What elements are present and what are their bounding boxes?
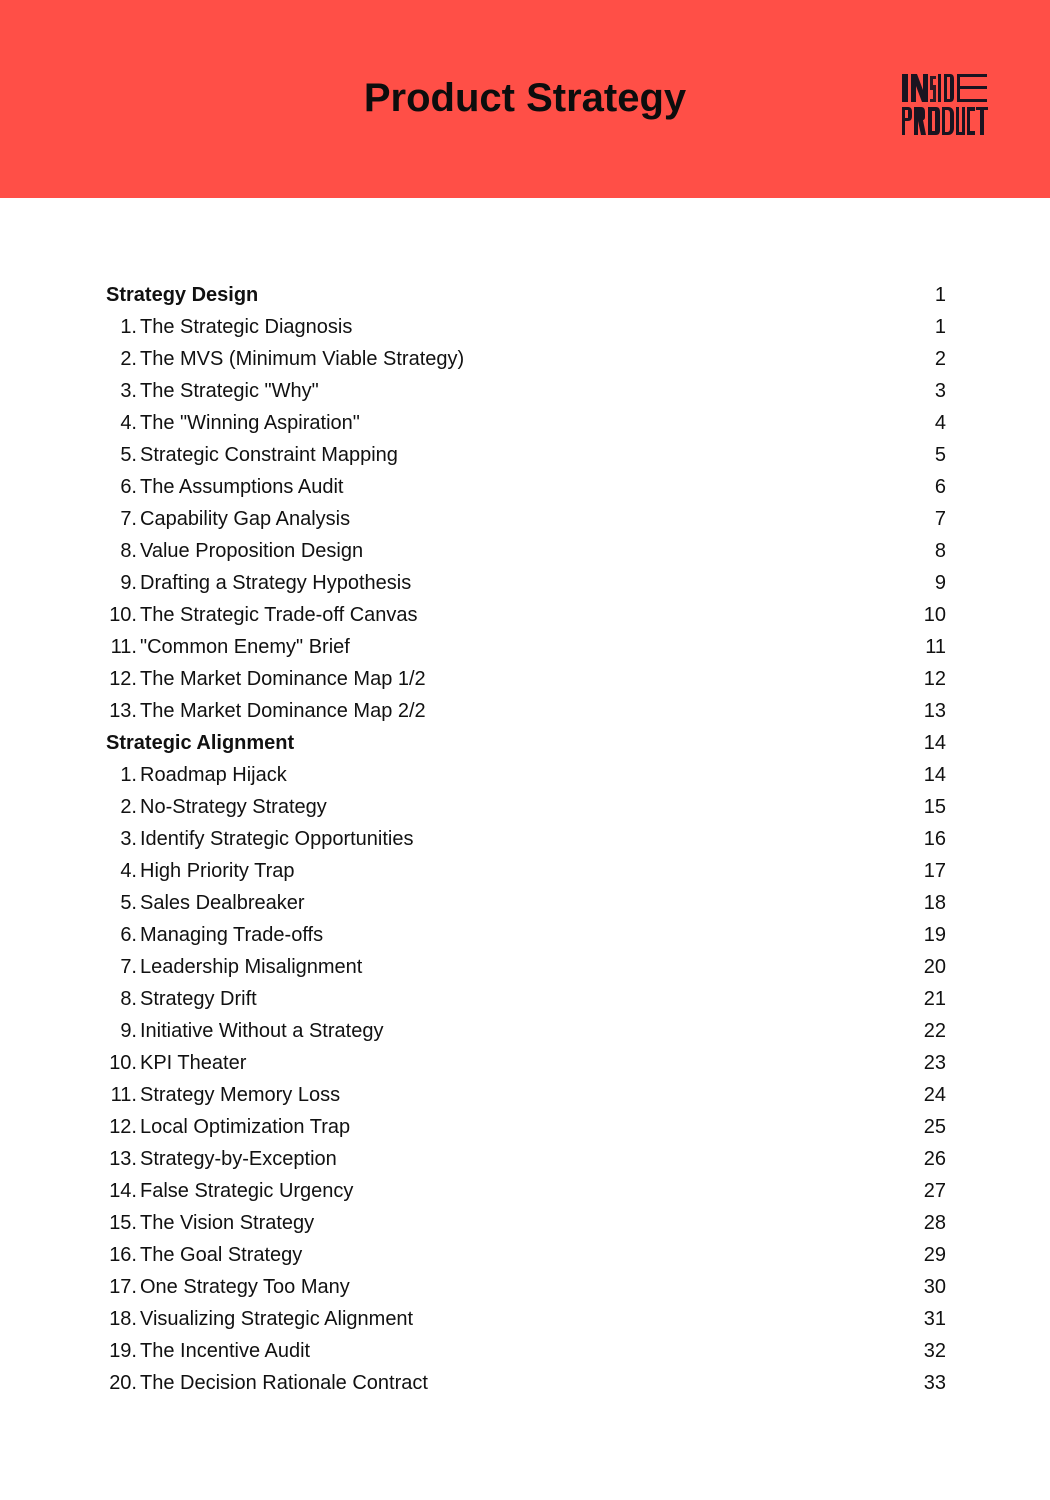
entry-number: 9. bbox=[120, 572, 137, 594]
toc-entry[interactable] bbox=[106, 1335, 946, 1367]
entry-number: 5. bbox=[120, 444, 137, 466]
entry-number: 2. bbox=[120, 348, 137, 370]
toc-entry[interactable] bbox=[106, 471, 946, 503]
entry-number: 9. bbox=[120, 1020, 137, 1042]
toc-entry[interactable] bbox=[106, 1271, 946, 1303]
page-number: 1 bbox=[934, 316, 946, 338]
entry-number: 10. bbox=[109, 1052, 137, 1074]
page-number: 17 bbox=[923, 860, 946, 882]
page-number: 23 bbox=[923, 1052, 946, 1074]
toc-entry[interactable] bbox=[106, 375, 946, 407]
toc-entry[interactable] bbox=[106, 695, 946, 727]
entry-title: The Strategic Diagnosis bbox=[140, 316, 353, 338]
page-number: 21 bbox=[923, 988, 946, 1010]
page-number: 26 bbox=[923, 1148, 946, 1170]
page-number: 14 bbox=[923, 732, 946, 754]
page-number: 11 bbox=[925, 636, 946, 658]
entry-title: The Strategic "Why" bbox=[140, 380, 319, 402]
entry-title: Drafting a Strategy Hypothesis bbox=[140, 572, 412, 594]
toc-entry[interactable] bbox=[106, 951, 946, 983]
entry-number: 15. bbox=[109, 1212, 137, 1234]
page-number: 25 bbox=[923, 1116, 946, 1138]
toc-entry[interactable] bbox=[106, 343, 946, 375]
page-number: 5 bbox=[934, 444, 946, 466]
entry-title: The MVS (Minimum Viable Strategy) bbox=[140, 348, 465, 370]
page-number: 33 bbox=[923, 1372, 946, 1394]
entry-title: The "Winning Aspiration" bbox=[140, 412, 360, 434]
entry-number: 1. bbox=[120, 764, 137, 786]
entry-number: 7. bbox=[120, 956, 137, 978]
table-of-contents bbox=[106, 279, 946, 1399]
toc-entry[interactable] bbox=[106, 407, 946, 439]
entry-title: One Strategy Too Many bbox=[140, 1276, 350, 1298]
toc-section-heading[interactable] bbox=[106, 279, 946, 311]
entry-title: Initiative Without a Strategy bbox=[140, 1020, 384, 1042]
entry-title: High Priority Trap bbox=[140, 860, 295, 882]
toc-entry[interactable] bbox=[106, 1015, 946, 1047]
entry-number: 18. bbox=[109, 1308, 137, 1330]
page-number: 27 bbox=[923, 1180, 946, 1202]
toc-entry[interactable] bbox=[106, 631, 946, 663]
entry-number: 16. bbox=[109, 1244, 137, 1266]
page-number: 18 bbox=[923, 892, 946, 914]
page-number: 7 bbox=[934, 508, 946, 530]
entry-number: 1. bbox=[120, 316, 137, 338]
page-number: 1 bbox=[934, 284, 946, 306]
page-number: 31 bbox=[923, 1308, 946, 1330]
page-number: 6 bbox=[934, 476, 946, 498]
entry-title: The Incentive Audit bbox=[140, 1340, 311, 1362]
toc-entry[interactable] bbox=[106, 1111, 946, 1143]
section-title: Strategic Alignment bbox=[106, 732, 295, 754]
toc-entry[interactable] bbox=[106, 1303, 946, 1335]
entry-number: 17. bbox=[109, 1276, 137, 1298]
entry-number: 13. bbox=[109, 1148, 137, 1170]
page-number: 2 bbox=[934, 348, 946, 370]
page-title: Product Strategy bbox=[363, 76, 687, 120]
toc-entry[interactable] bbox=[106, 1207, 946, 1239]
page-number: 10 bbox=[923, 604, 946, 626]
toc-section-heading[interactable] bbox=[106, 727, 946, 759]
toc-entry[interactable] bbox=[106, 1239, 946, 1271]
entry-number: 3. bbox=[120, 828, 137, 850]
entry-title: The Market Dominance Map 1/2 bbox=[140, 668, 426, 690]
entry-number: 13. bbox=[109, 700, 137, 722]
entry-title: The Vision Strategy bbox=[140, 1212, 315, 1234]
entry-number: 19. bbox=[109, 1340, 137, 1362]
entry-title: The Assumptions Audit bbox=[140, 476, 344, 498]
page-number: 28 bbox=[923, 1212, 946, 1234]
entry-title: Strategy Drift bbox=[140, 988, 257, 1010]
toc-entry[interactable] bbox=[106, 1079, 946, 1111]
page-number: 29 bbox=[923, 1244, 946, 1266]
page-number: 13 bbox=[923, 700, 946, 722]
entry-number: 8. bbox=[120, 988, 137, 1010]
entry-number: 5. bbox=[120, 892, 137, 914]
toc-entry[interactable] bbox=[106, 1367, 946, 1399]
entry-number: 3. bbox=[120, 380, 137, 402]
page-number: 3 bbox=[934, 380, 946, 402]
entry-number: 8. bbox=[120, 540, 137, 562]
entry-number: 14. bbox=[109, 1180, 137, 1202]
toc-entry[interactable] bbox=[106, 1047, 946, 1079]
toc-entry[interactable] bbox=[106, 1143, 946, 1175]
entry-number: 11. bbox=[110, 1084, 137, 1106]
toc-entry[interactable] bbox=[106, 791, 946, 823]
toc-entry[interactable] bbox=[106, 855, 946, 887]
entry-number: 10. bbox=[109, 604, 137, 626]
entry-title: Roadmap Hijack bbox=[140, 764, 287, 786]
toc-entry[interactable] bbox=[106, 887, 946, 919]
toc-entry[interactable] bbox=[106, 439, 946, 471]
toc-entry[interactable] bbox=[106, 983, 946, 1015]
entry-title: Strategic Constraint Mapping bbox=[140, 444, 398, 466]
entry-number: 6. bbox=[120, 476, 137, 498]
entry-title: Strategy-by-Exception bbox=[140, 1148, 337, 1170]
entry-title: Value Proposition Design bbox=[140, 540, 364, 562]
entry-title: Visualizing Strategic Alignment bbox=[140, 1308, 414, 1330]
entry-number: 20. bbox=[109, 1372, 137, 1394]
page-number: 15 bbox=[923, 796, 946, 818]
entry-title: Capability Gap Analysis bbox=[140, 508, 351, 530]
entry-title: The Market Dominance Map 2/2 bbox=[140, 700, 426, 722]
toc-entry[interactable] bbox=[106, 503, 946, 535]
page-number: 14 bbox=[923, 764, 946, 786]
entry-title: Managing Trade-offs bbox=[140, 924, 324, 946]
entry-title: The Strategic Trade-off Canvas bbox=[140, 604, 418, 626]
toc-entry[interactable] bbox=[106, 599, 946, 631]
inside-the-product-logo bbox=[900, 72, 990, 138]
entry-number: 12. bbox=[109, 668, 137, 690]
entry-title: Local Optimization Trap bbox=[140, 1116, 351, 1138]
page-number: 16 bbox=[923, 828, 946, 850]
section-title: Strategy Design bbox=[106, 284, 259, 306]
page-number: 22 bbox=[923, 1020, 946, 1042]
entry-title: No-Strategy Strategy bbox=[140, 796, 327, 818]
entry-number: 2. bbox=[120, 796, 137, 818]
entry-title: KPI Theater bbox=[140, 1052, 247, 1074]
toc-entry[interactable] bbox=[106, 1175, 946, 1207]
page-number: 30 bbox=[923, 1276, 946, 1298]
toc-entry[interactable] bbox=[106, 823, 946, 855]
entry-number: 4. bbox=[120, 412, 137, 434]
entry-title: False Strategic Urgency bbox=[140, 1180, 354, 1202]
page-number: 12 bbox=[923, 668, 946, 690]
entry-number: 6. bbox=[120, 924, 137, 946]
entry-title: Strategy Memory Loss bbox=[140, 1084, 341, 1106]
entry-number: 11. bbox=[110, 636, 137, 658]
entry-title: Leadership Misalignment bbox=[140, 956, 363, 978]
toc-entry[interactable] bbox=[106, 567, 946, 599]
toc-entry[interactable] bbox=[106, 919, 946, 951]
entry-number: 7. bbox=[120, 508, 137, 530]
entry-title: The Decision Rationale Contract bbox=[140, 1372, 428, 1394]
entry-title: Sales Dealbreaker bbox=[140, 892, 305, 914]
entry-title: Identify Strategic Opportunities bbox=[140, 828, 414, 850]
entry-title: "Common Enemy" Brief bbox=[140, 636, 350, 658]
toc-entry[interactable] bbox=[106, 663, 946, 695]
toc-entry[interactable] bbox=[106, 759, 946, 791]
page-number: 8 bbox=[934, 540, 946, 562]
page-number: 19 bbox=[923, 924, 946, 946]
toc-entry[interactable] bbox=[106, 535, 946, 567]
entry-title: The Goal Strategy bbox=[140, 1244, 303, 1266]
page-number: 32 bbox=[923, 1340, 946, 1362]
page-number: 4 bbox=[934, 412, 946, 434]
toc-entry[interactable] bbox=[106, 311, 946, 343]
page-number: 24 bbox=[923, 1084, 946, 1106]
entry-number: 4. bbox=[120, 860, 137, 882]
page-number: 9 bbox=[934, 572, 946, 594]
page-number: 20 bbox=[923, 956, 946, 978]
header-banner bbox=[0, 0, 1050, 198]
entry-number: 12. bbox=[109, 1116, 137, 1138]
